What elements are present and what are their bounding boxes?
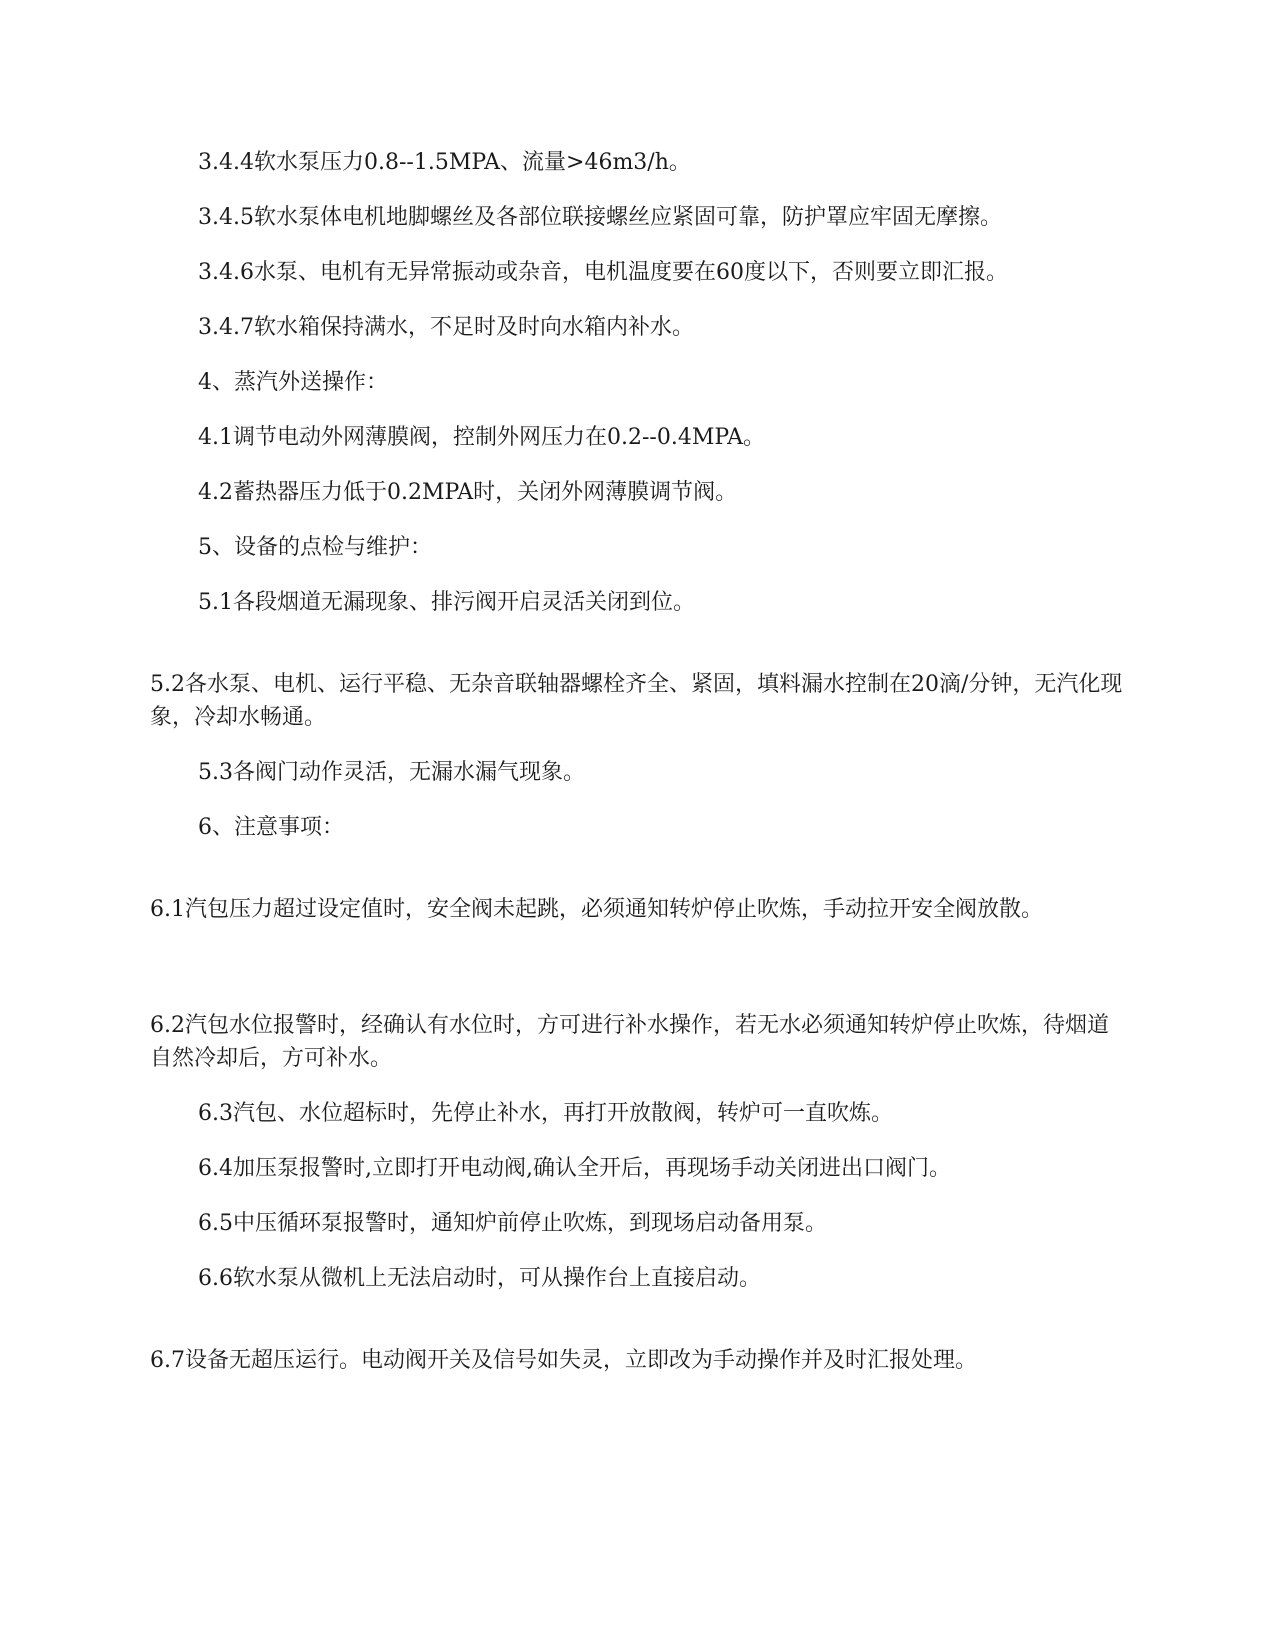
paragraph-5-2: 5.2各水泵、电机、运行平稳、无杂音联轴器螺栓齐全、紧固，填料漏水控制在20滴/分钟，无汽化现象，冷却水畅通。 [150,672,1123,730]
paragraph-4-2: 4.2蓄热器压力低于0.2MPA时，关闭外网薄膜调节阀。 [198,480,738,505]
paragraph-6-2: 6.2汽包水位报警时，经确认有水位时，方可进行补水操作，若无水必须通知转炉停止吹炼，待烟道自然冷却后，方可补水。 [150,1013,1109,1071]
paragraph-6-5: 6.5中压循环泵报警时，通知炉前停止吹炼，到现场启动备用泵。 [198,1211,827,1236]
section-heading-6: 6、注意事项： [198,815,344,840]
paragraph-3-4-6: 3.4.6水泵、电机有无异常振动或杂音，电机温度要在60度以下，否则要立即汇报。 [198,260,1008,285]
paragraph-5-1: 5.1各段烟道无漏现象、排污阀开启灵活关闭到位。 [198,590,695,615]
paragraph-4-1: 4.1调节电动外网薄膜阀，控制外网压力在0.2--0.4MPA。 [198,425,766,450]
paragraph-6-7: 6.7设备无超压运行。电动阀开关及信号如失灵，立即改为手动操作并及时汇报处理。 [150,1348,977,1373]
paragraph-6-4: 6.4加压泵报警时,立即打开电动阀,确认全开后，再现场手动关闭进出口阀门。 [198,1156,951,1181]
section-heading-4: 4、蒸汽外送操作： [198,370,388,395]
paragraph-6-3: 6.3汽包、水位超标时，先停止补水，再打开放散阀，转炉可一直吹炼。 [198,1101,893,1126]
paragraph-6-6: 6.6软水泵从微机上无法启动时，可从操作台上直接启动。 [198,1266,761,1291]
paragraph-3-4-5: 3.4.5软水泵体电机地脚螺丝及各部位联接螺丝应紧固可靠，防护罩应牢固无摩擦。 [198,205,1002,230]
paragraph-5-3: 5.3各阀门动作灵活，无漏水漏气现象。 [198,760,585,785]
paragraph-3-4-4: 3.4.4软水泵压力0.8--1.5MPA、流量>46m3/h。 [198,150,691,175]
paragraph-6-1: 6.1汽包压力超过设定值时，安全阀未起跳，必须通知转炉停止吹炼，手动拉开安全阀放散。 [150,897,1043,922]
section-heading-5: 5、设备的点检与维护： [198,535,432,560]
paragraph-3-4-7: 3.4.7软水箱保持满水，不足时及时向水箱内补水。 [198,315,694,340]
